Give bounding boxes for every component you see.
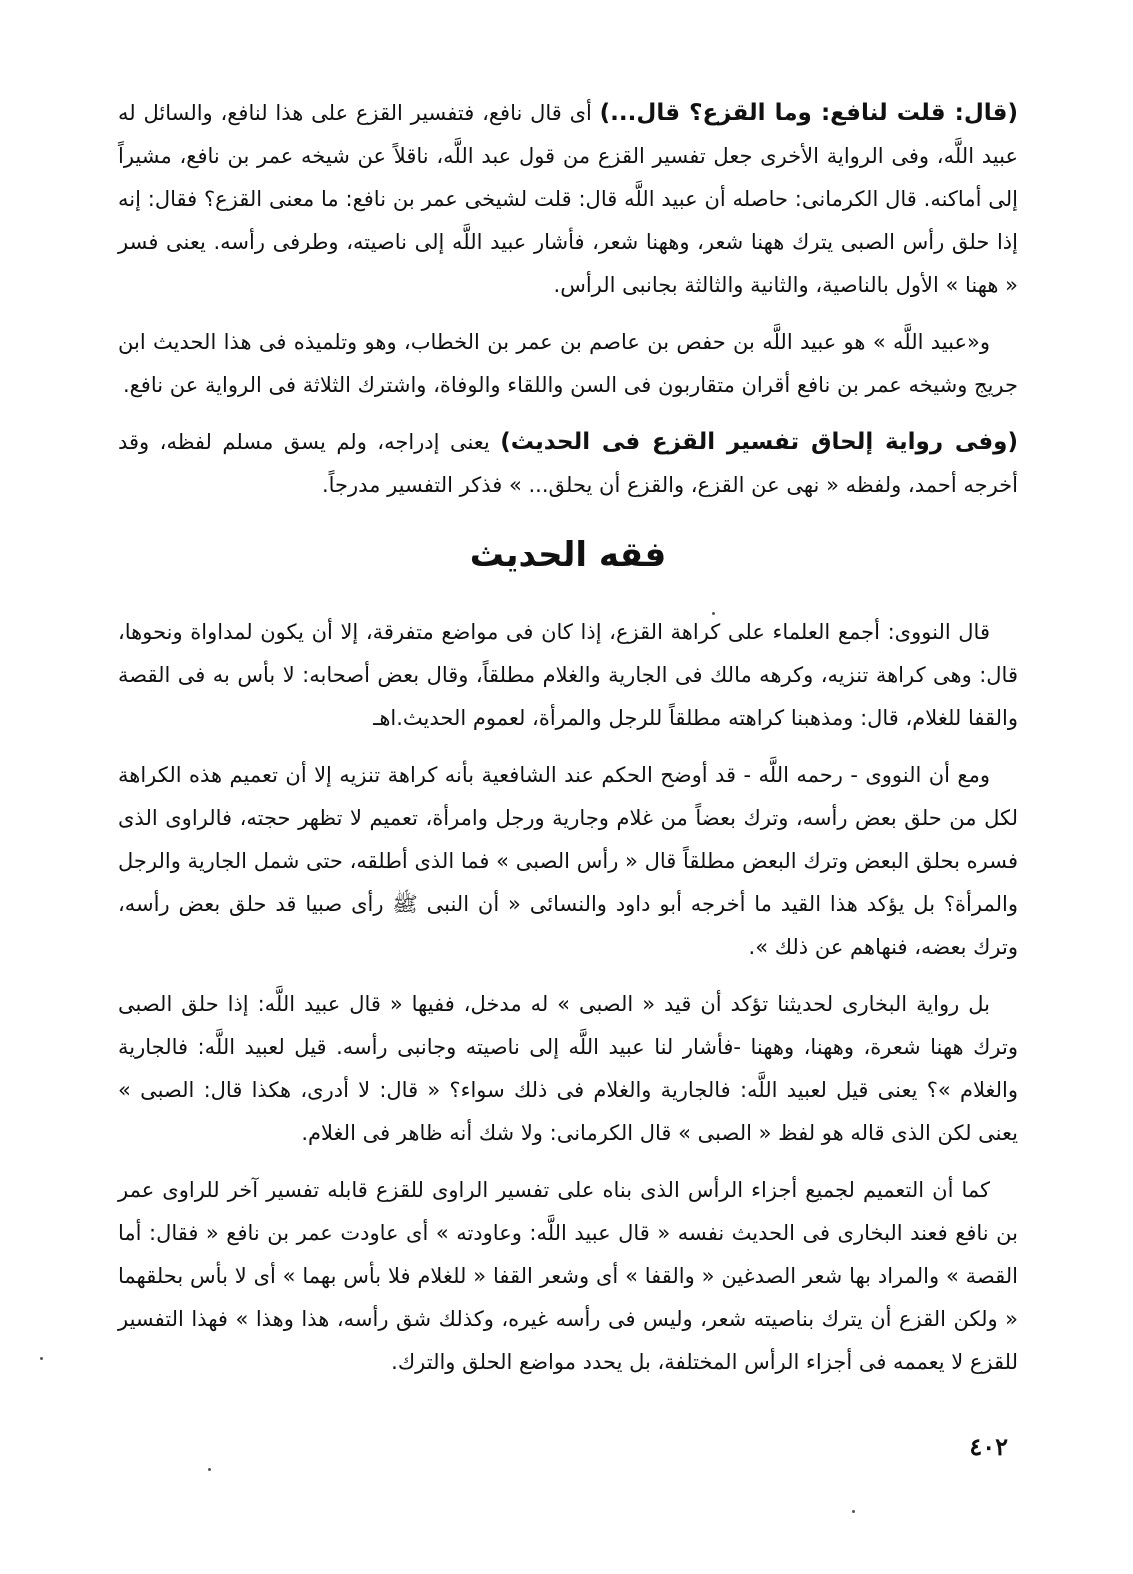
scan-speck <box>208 1468 211 1471</box>
scan-speck <box>712 612 715 615</box>
paragraph-text: يعنى إدراجه، ولم يسق مسلم لفظه، وقد أخرجه أحمد، ولفظه « نهى عن القزع، والقزع أن يحلق... » فذكر التفسير مدرجاً. <box>118 430 1018 497</box>
bold-lead: (وفى رواية إلحاق تفسير القزع فى الحديث) <box>500 429 1018 455</box>
scan-speck <box>852 1510 855 1513</box>
section-heading: فقه الحديث <box>469 535 667 575</box>
page-content <box>118 92 1018 1398</box>
page-number: ٤٠٢ <box>969 1432 1008 1461</box>
paragraph-1 <box>118 92 1018 307</box>
body-paragraph-1: قال النووى: أجمع العلماء على كراهة القزع، إذا كان فى مواضع متفرقة، إلا أن يكون لمداواة ونحوها، قال: وهى كراهة تنزيه، وكرهه مالك فى الجارية والغلام مطلقاً، وقال بعض أصحابه: لا بأس به فى القصة والقفا للغلام، قال: ومذهبنا كراهته مطلقاً للرجل والمرأة، لعموم الحديث.اهـ <box>118 620 1018 730</box>
body-paragraph-3: بل رواية البخارى لحديثنا تؤكد أن قيد « الصبى » له مدخل، ففيها « قال عبيد اللَّه: إذا حلق الصبى وترك ههنا شعرة، وههنا، وههنا -فأشار لنا عبيد اللَّه إلى ناصيته وجانبى رأسه. قيل لعبيد اللَّه: فالجارية والغلام »؟ يعنى قيل لعبيد اللَّه: فالجارية والغلام فى ذلك سواء؟ « قال: لا أدرى، هكذا قال: الصبى » يعنى لكن الذى قاله هو لفظ « الصبى » قال الكرمانى: ولا شك أنه ظاهر فى الغلام. <box>118 992 1018 1145</box>
paragraph-text: أى قال نافع، فتفسير القزع على هذا لنافع، والسائل له عبيد اللَّه، وفى الرواية الأخرى جعل تفسير القزع من قول عبد اللَّه، ناقلاً عن شيخه عمر بن نافع، مشيراً إلى أماكنه. قال الكرمانى: حاصله أن عبيد اللَّه قال: قلت لشيخى عمر بن نافع: ما معنى القزع؟ فقال: إنه إذا حلق رأس الصبى يترك ههنا شعر، وههنا شعر، فأشار عبيد اللَّه إلى ناصيته، وطرفى رأسه. يعنى فسر « ههنا » الأول بالناصية، والثانية والثالثة بجانبى الرأس. <box>118 101 1018 297</box>
scan-speck <box>40 1357 43 1360</box>
paragraph-3 <box>118 421 1018 507</box>
paragraph-text: و«عبيد اللَّه » هو عبيد اللَّه بن حفص بن عاصم بن عمر بن الخطاب، وهو وتلميذه فى هذا الحديث ابن جريج وشيخه عمر بن نافع أقران متقاربون فى السن واللقاء والوفاة، واشترك الثلاثة فى الرواية عن نافع. <box>118 330 1018 397</box>
body-paragraph-2: ومع أن النووى - رحمه اللَّه - قد أوضح الحكم عند الشافعية بأنه كراهة تنزيه إلا أن تعميم هذه الكراهة لكل من حلق بعض رأسه، وترك بعضاً من غلام وجارية ورجل وامرأة، تعميم لا تظهر حجته، فالراوى الذى فسره بحلق البعض وترك البعض مطلقاً قال « رأس الصبى » فما الذى أطلقه، حتى شمل الجارية والرجل والمرأة؟ بل يؤكد هذا القيد ما أخرجه أبو داود والنسائى « أن النبى ﷺ رأى صبيا قد حلق بعض رأسه، وترك بعضه، فنهاهم عن ذلك ». <box>118 763 1018 959</box>
bold-lead: (قال: قلت لنافع: وما القزع؟ قال...) <box>599 100 1018 126</box>
paragraph-2 <box>118 321 1018 407</box>
body-paragraph-4: كما أن التعميم لجميع أجزاء الرأس الذى بناه على تفسير الراوى للقزع قابله تفسير آخر للراوى عمر بن نافع فعند البخارى فى الحديث نفسه « قال عبيد اللَّه: وعاودته » أى عاودت عمر بن نافع « فقال: أما القصة » والمراد بها شعر الصدغين « والقفا » أى وشعر القفا « للغلام فلا بأس بهما » أى لا بأس بحلقهما « ولكن القزع أن يترك بناصيته شعر، وليس فى رأسه غيره، وكذلك شق رأسه، هذا وهذا » فهذا التفسير للقزع لا يعممه فى أجزاء الرأس المختلفة، بل يحدد مواضع الحلق والترك. <box>118 1178 1018 1374</box>
